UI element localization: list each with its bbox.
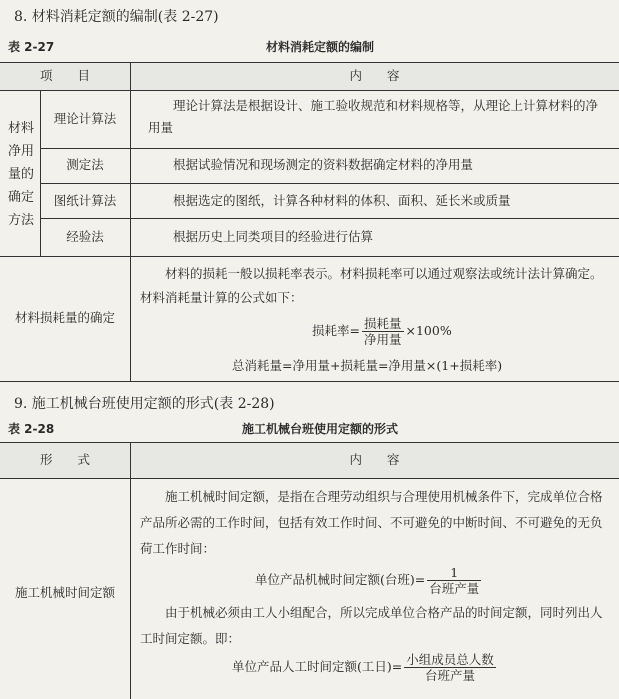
header-form: 形 式: [39, 452, 90, 467]
rule: [0, 478, 619, 479]
method-name: 经验法: [66, 229, 104, 244]
group-label: [2, 117, 40, 232]
table-2-28-caption: 施工机械台班使用定额的形式: [241, 422, 398, 436]
total-consumption-formula: 总消耗量=净用量+损耗量=净用量×(1+损耗率): [232, 358, 503, 373]
rule: [0, 90, 619, 91]
method-desc: 根据试验情况和现场测定的资料数据确定材料的净用量: [173, 157, 474, 172]
rule: [130, 442, 131, 699]
rule: [0, 62, 619, 63]
fraction: [427, 565, 481, 596]
formula-rhs: ×100%: [405, 323, 452, 338]
labor-time-formula: [232, 652, 498, 683]
group-label-line: 量的: [7, 167, 34, 182]
method-name: 测定法: [66, 157, 104, 172]
rule: [0, 256, 619, 257]
header-content: 内 容: [349, 452, 400, 467]
method-desc: 根据历史上同类项目的经验进行估算: [173, 229, 374, 244]
machine-time-para1: 施工机械时间定额，是指在合理劳动组织与合理使用机械条件下，完成单位合格产品所必需的工作时间，包括有效工作时间、不可避免的中断时间、不可避免的无负荷工作时间：: [140, 489, 603, 556]
machine-time-para2: 由于机械必须由工人小组配合，所以完成单位合格产品的时间定额，同时列出人工时间定额。即：: [140, 605, 603, 646]
rule: [40, 183, 619, 184]
rule: [130, 62, 131, 381]
group-label-line: 确定: [7, 190, 34, 205]
denominator: 台班产量: [424, 668, 475, 683]
table-2-27-number: 表 2-27: [8, 40, 55, 54]
denominator: 台班产量: [429, 581, 480, 596]
method-desc: 理论计算法是根据设计、施工验收规范和材料规格等，从理论上计算材料的净用量: [148, 98, 599, 135]
loss-rate-formula: [312, 316, 452, 347]
fraction: [362, 316, 404, 347]
method-desc: 根据选定的图纸，计算各种材料的体积、面积、延长米或质量: [173, 193, 511, 208]
formula-lhs: 单位产品人工时间定额(工日)=: [232, 659, 403, 674]
numerator: 1: [427, 565, 481, 581]
fraction: [404, 652, 496, 683]
rule: [0, 381, 619, 382]
group-label-line: 材料: [7, 121, 34, 136]
method-name: 图纸计算法: [53, 193, 117, 208]
rule: [40, 218, 619, 219]
group-label-line: 方法: [7, 213, 34, 228]
machine-time-name: 施工机械时间定额: [14, 585, 115, 600]
header-item: 项 目: [39, 68, 90, 83]
machine-time-formula: [255, 565, 483, 596]
header-content: 内 容: [349, 68, 400, 83]
table-2-27-caption: 材料消耗定额的编制: [265, 40, 374, 54]
loss-desc: 材料的损耗一般以损耗率表示。材料损耗率可以通过观察法或统计法计算确定。材料消耗量计算的公式如下：: [140, 266, 603, 305]
table-2-28-number: 表 2-28: [8, 422, 55, 436]
formula-lhs: 损耗率=: [312, 323, 360, 338]
section-8-title: 8. 材料消耗定额的编制(表 2-27): [14, 9, 219, 25]
loss-name: 材料损耗量的确定: [14, 310, 115, 325]
group-label-line: 净用: [7, 144, 34, 159]
method-name: 理论计算法: [53, 111, 117, 126]
formula-lhs: 单位产品机械时间定额(台班)=: [255, 572, 426, 587]
section-9-title: 9. 施工机械台班使用定额的形式(表 2-28): [14, 396, 275, 412]
denominator: 净用量: [363, 332, 402, 347]
numerator: 小组成员总人数: [406, 652, 494, 667]
numerator: 损耗量: [363, 316, 402, 331]
rule: [0, 442, 619, 443]
rule: [40, 148, 619, 149]
